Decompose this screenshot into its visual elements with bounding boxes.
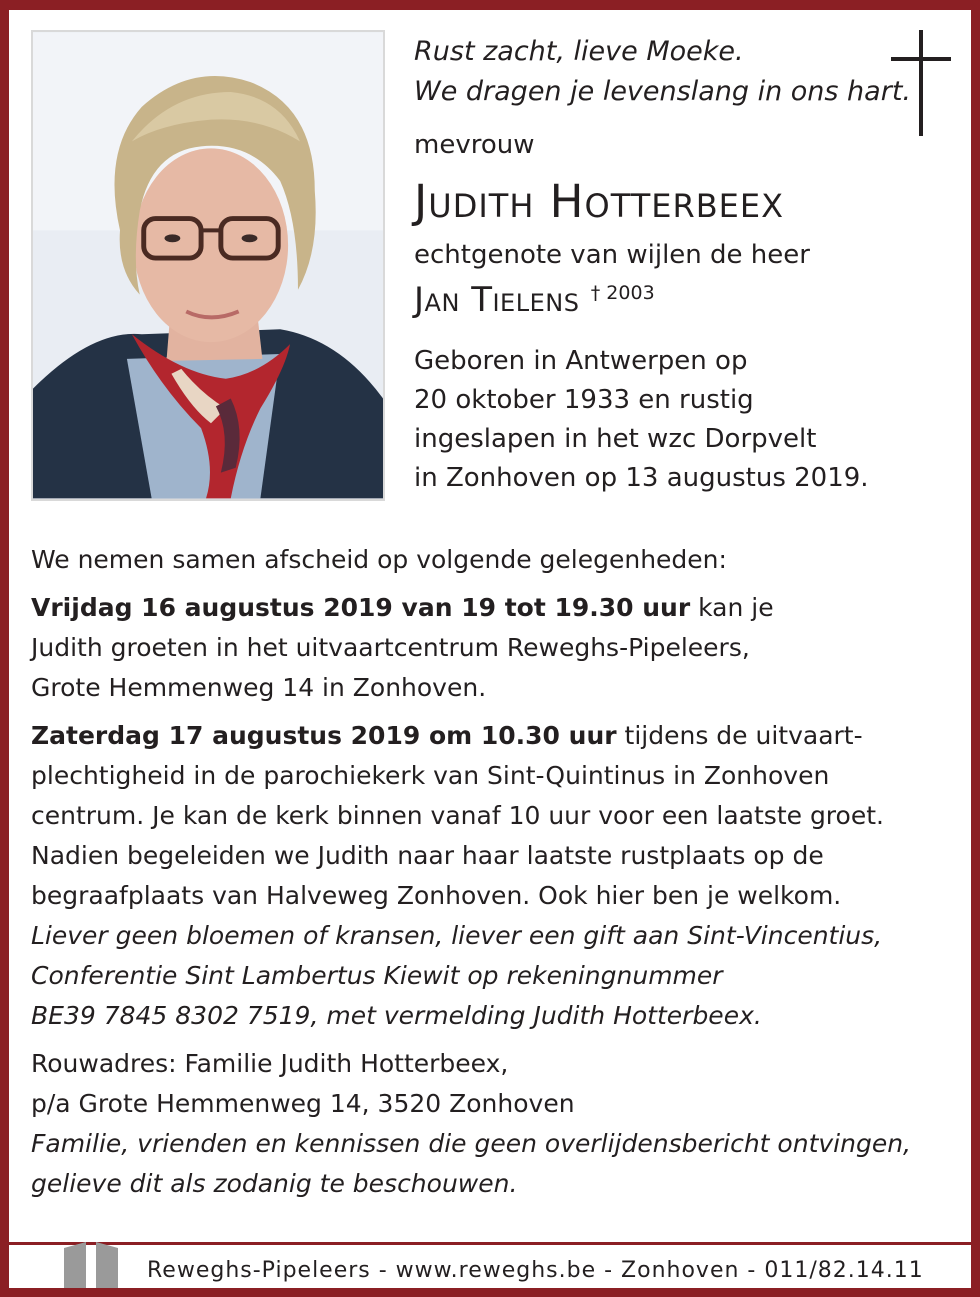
visitation-paragraph bbox=[31, 588, 961, 708]
motto bbox=[414, 32, 911, 112]
honorific: mevrouw bbox=[414, 130, 535, 160]
funeral-line-4: Nadien begeleiden we Judith naar haar laatste rustplaats op de bbox=[31, 841, 824, 870]
visitation-line-2: Judith groeten in het uitvaartcentrum Reweghs-Pipeleers, bbox=[31, 633, 750, 662]
birth-line-1: Geboren in Antwerpen op bbox=[414, 346, 748, 376]
address-line-1: Rouwadres: Familie Judith Hotterbeex, bbox=[31, 1049, 509, 1078]
funeral-paragraph bbox=[31, 716, 961, 916]
visitation-text-1: kan je bbox=[690, 593, 774, 622]
portrait-photo bbox=[31, 30, 385, 501]
spouse-line bbox=[414, 273, 884, 320]
motto-line-2: We dragen je levenslang in ons hart. bbox=[414, 76, 911, 107]
notice-line-2: gelieve dit als zodanig te beschouwen. bbox=[31, 1169, 518, 1198]
deceased-name: Judith Hotterbeex bbox=[414, 175, 785, 228]
funeral-line-3: centrum. Je kan de kerk binnen vanaf 10 uur voor een laatste groet. bbox=[31, 801, 884, 830]
spouse-intro: echtgenote van wijlen de heer bbox=[414, 240, 810, 270]
ceremony-details bbox=[31, 540, 961, 1204]
birth-line-3: ingeslapen in het wzc Dorpvelt bbox=[414, 424, 817, 454]
spouse-name: Jan Tielens bbox=[414, 280, 580, 320]
donation-paragraph bbox=[31, 916, 961, 1036]
notice-line-1: Familie, vrienden en kennissen die geen overlijdensbericht ontvingen, bbox=[31, 1129, 911, 1158]
visitation-line-3: Grote Hemmenweg 14 in Zonhoven. bbox=[31, 673, 487, 702]
funeral-when: Zaterdag 17 augustus 2019 om 10.30 uur bbox=[31, 721, 617, 750]
funeral-text-1: tijdens de uitvaart- bbox=[616, 721, 863, 750]
donation-line-2: Conferentie Sint Lambertus Kiewit op rekeningnummer bbox=[31, 961, 723, 990]
ceremony-intro: We nemen samen afscheid op volgende gelegenheden: bbox=[31, 545, 727, 574]
address-paragraph bbox=[31, 1044, 961, 1124]
motto-line-1: Rust zacht, lieve Moeke. bbox=[414, 36, 744, 67]
donation-line-1: Liever geen bloemen of kransen, liever een gift aan Sint-Vincentius, bbox=[31, 921, 883, 950]
funeral-line-2: plechtigheid in de parochiekerk van Sint-Quintinus in Zonhoven bbox=[31, 761, 830, 790]
header-block bbox=[414, 32, 911, 498]
notice-paragraph bbox=[31, 1124, 961, 1204]
donation-line-3: BE39 7845 8302 7519, met vermelding Judith Hotterbeex. bbox=[31, 1001, 762, 1030]
visitation-when: Vrijdag 16 augustus 2019 van 19 tot 19.30 uur bbox=[31, 593, 691, 622]
funeral-line-5: begraafplaats van Halveweg Zonhoven. Ook hier ben je welkom. bbox=[31, 881, 842, 910]
birth-death-details bbox=[414, 342, 884, 498]
birth-line-4: in Zonhoven op 13 augustus 2019. bbox=[414, 463, 869, 493]
birth-line-2: 20 oktober 1933 en rustig bbox=[414, 385, 754, 415]
footer-divider bbox=[9, 1242, 971, 1245]
spouse-death-mark: † 2003 bbox=[590, 282, 655, 304]
funeral-home-logo bbox=[62, 1240, 120, 1292]
footer-contact: Reweghs-Pipeleers - www.reweghs.be - Zonhoven - 011/82.14.11 bbox=[147, 1258, 924, 1283]
address-line-2: p/a Grote Hemmenweg 14, 3520 Zonhoven bbox=[31, 1089, 575, 1118]
portrait-image bbox=[33, 32, 383, 499]
